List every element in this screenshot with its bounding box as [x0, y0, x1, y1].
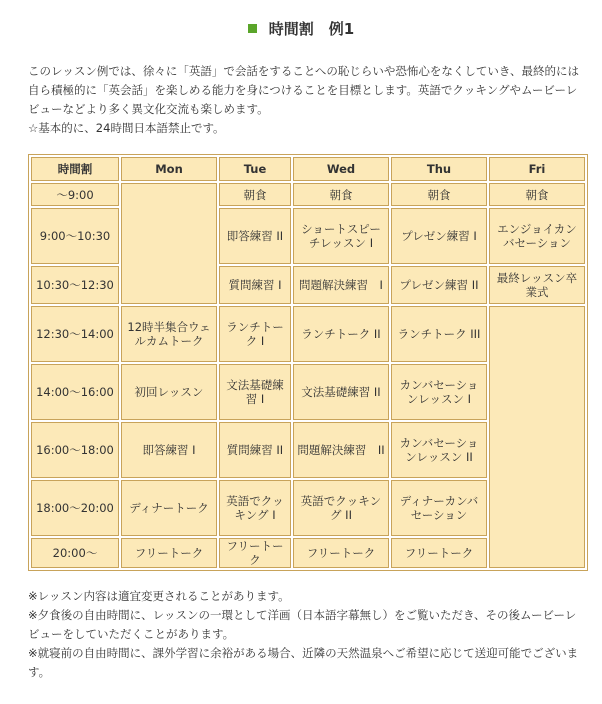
time-slot: 20:00～: [31, 538, 119, 568]
schedule-cell: 質問練習 I: [219, 266, 291, 304]
empty-cell: [121, 183, 217, 304]
schedule-cell: プレゼン練習 II: [391, 266, 487, 304]
time-slot: 14:00～16:00: [31, 364, 119, 420]
schedule-cell: 朝食: [391, 183, 487, 206]
schedule-cell: 朝食: [489, 183, 585, 206]
empty-cell: [489, 306, 585, 568]
schedule-cell: 問題解決練習 II: [293, 422, 389, 478]
intro-note: ☆基本的に、24時間日本語禁止です。: [28, 121, 225, 135]
time-slot: 18:00～20:00: [31, 480, 119, 536]
page-title-text: 時間割 例1: [268, 20, 355, 38]
header-tue: Tue: [219, 157, 291, 181]
time-slot: 10:30～12:30: [31, 266, 119, 304]
schedule-cell: ランチトーク II: [293, 306, 389, 362]
schedule-cell: ショートスピーチレッスン I: [293, 208, 389, 264]
schedule-cell: 文法基礎練習 I: [219, 364, 291, 420]
schedule-cell: 文法基礎練習 II: [293, 364, 389, 420]
timetable: [28, 154, 588, 571]
time-slot: 12:30～14:00: [31, 306, 119, 362]
header-time: 時間割: [31, 157, 119, 181]
schedule-cell: 最終レッスン卒業式: [489, 266, 585, 304]
intro-text: [28, 62, 588, 138]
header-mon: Mon: [121, 157, 217, 181]
schedule-cell: フリートーク: [293, 538, 389, 568]
header-fri: Fri: [489, 157, 585, 181]
green-square-icon: [248, 24, 257, 33]
schedule-cell: 即答練習 I: [121, 422, 217, 478]
page-title: [0, 18, 602, 39]
schedule-cell: フリートーク: [219, 538, 291, 568]
schedule-cell: カンバセーションレッスン II: [391, 422, 487, 478]
schedule-cell: 即答練習 II: [219, 208, 291, 264]
schedule-cell: カンバセーションレッスン I: [391, 364, 487, 420]
header-thu: Thu: [391, 157, 487, 181]
time-slot: 16:00～18:00: [31, 422, 119, 478]
schedule-cell: ディナーカンバセーション: [391, 480, 487, 536]
note-item: ※夕食後の自由時間に、レッスンの一環として洋画（日本語字幕無し）をご覧いただき、その後ムービーレビューをしていただくことがあります。: [28, 608, 577, 641]
note-item: ※レッスン内容は適宜変更されることがあります。: [28, 589, 290, 603]
schedule-cell: エンジョイカンバセーション: [489, 208, 585, 264]
schedule-cell: 問題解決練習 I: [293, 266, 389, 304]
schedule-cell: 初回レッスン: [121, 364, 217, 420]
schedule-cell: 12時半集合ウェルカムトーク: [121, 306, 217, 362]
schedule-cell: ディナートーク: [121, 480, 217, 536]
schedule-cell: 質問練習 II: [219, 422, 291, 478]
time-slot: 9:00～10:30: [31, 208, 119, 264]
schedule-cell: ランチトーク I: [219, 306, 291, 362]
schedule-cell: ランチトーク III: [391, 306, 487, 362]
schedule-cell: 英語でクッキング I: [219, 480, 291, 536]
schedule-cell: 英語でクッキング II: [293, 480, 389, 536]
schedule-cell: 朝食: [219, 183, 291, 206]
schedule-cell: 朝食: [293, 183, 389, 206]
header-wed: Wed: [293, 157, 389, 181]
schedule-cell: フリートーク: [121, 538, 217, 568]
schedule-cell: プレゼン練習 I: [391, 208, 487, 264]
notes: [28, 587, 584, 682]
schedule-cell: フリートーク: [391, 538, 487, 568]
time-slot: ～9:00: [31, 183, 119, 206]
note-item: ※就寝前の自由時間に、課外学習に余裕がある場合、近隣の天然温泉へご希望に応じて送迎可能でございます。: [28, 646, 579, 679]
intro-paragraph: このレッスン例では、徐々に「英語」で会話をすることへの恥じらいや恐怖心をなくしていき、最終的には自ら積極的に「英会話」を楽しめる能力を身につけることを目標とします。英語でクッキングやムービーレビューなどより多く異文化交流も楽しめます。: [28, 64, 579, 116]
